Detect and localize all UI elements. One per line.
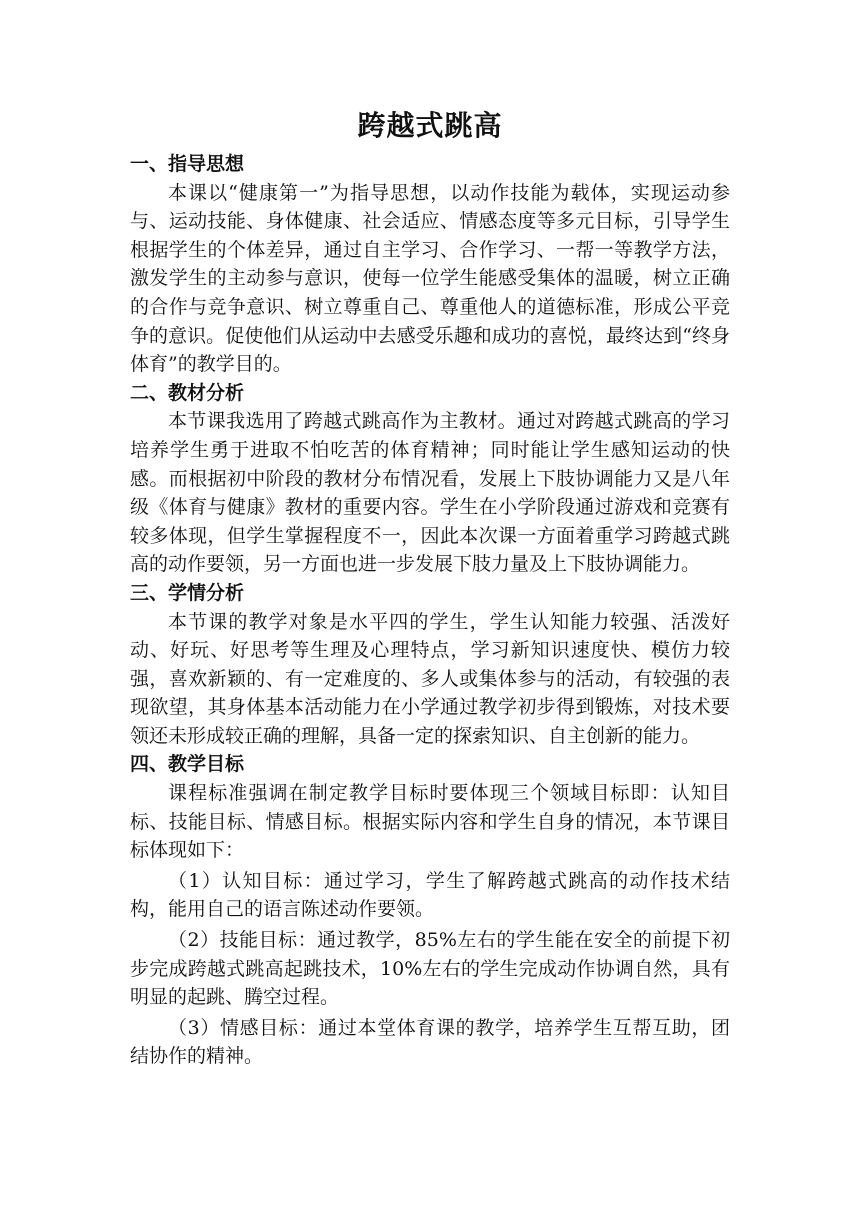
section-paragraph: 本课以“健康第一”为指导思想，以动作技能为载体，实现运动参与、运动技能、身体健康、社会适应、情感态度等多元目标，引导学生根据学生的个体差异，通过自主学习、合作学习、一帮一等教学方法，激发学生的主动参与意识，使每一位学生能感受集体的温暖，树立正确的合作与竞争意识、树立尊重自己、尊重他人的道德标准，形成公平竞争的意识。促使他们从运动中去感受乐趣和成功的喜悦，最终达到“终身体育”的教学目的。 [130,181,730,376]
document-body [130,104,730,1071]
section-student-analysis [130,579,730,751]
section-heading: 二、教材分析 [130,381,245,404]
section-teaching-objectives [130,750,730,1071]
section-paragraph: 本节课我选用了跨越式跳高作为主教材。通过对跨越式跳高的学习培养学生勇于进取不怕吃苦的体育精神；同时能让学生感知运动的快感。而根据初中阶段的教材分布情况看，发展上下肢协调能力又是八年级《体育与健康》教材的重要内容。学生在小学阶段通过游戏和竞赛有较多体现，但学生掌握程度不一，因此本次课一方面着重学习跨越式跳高的动作要领，另一方面也进一步发展下肢力量及上下肢协调能力。 [130,410,730,576]
section-heading: 三、学情分析 [130,581,245,604]
section-textbook-analysis [130,379,730,579]
section-paragraph: 课程标准强调在制定教学目标时要体现三个领域目标即：认知目标、技能目标、情感目标。根据实际内容和学生自身的情况，本节课目标体现如下： [130,782,730,862]
objective-emotional: （3）情感目标：通过本堂体育课的教学，培养学生互帮互助，团结协作的精神。 [130,1016,730,1068]
objective-cognitive: （1）认知目标：通过学习，学生了解跨越式跳高的动作技术结构，能用自己的语言陈述动作要领。 [130,869,730,921]
document-title: 跨越式跳高 [357,109,503,142]
objective-skill: （2）技能目标：通过教学，85%左右的学生能在安全的前提下初步完成跨越式跳高起跳技术，10%左右的学生完成动作协调自然，具有明显的起跳、腾空过程。 [130,929,730,1009]
section-heading: 四、教学目标 [130,753,245,776]
section-heading: 一、指导思想 [130,153,245,175]
section-paragraph: 本节课的教学对象是水平四的学生，学生认知能力较强、活泼好动、好玩、好思考等生理及心理特点，学习新知识速度快、模仿力较强，喜欢新颖的、有一定难度的、多人或集体参与的活动，有较强的表现欲望，其身体基本活动能力在小学通过教学初步得到锻炼，对技术要领还未形成较正确的理解，具备一定的探索知识、自主创新的能力。 [130,610,730,747]
section-guiding-ideology [130,150,730,379]
